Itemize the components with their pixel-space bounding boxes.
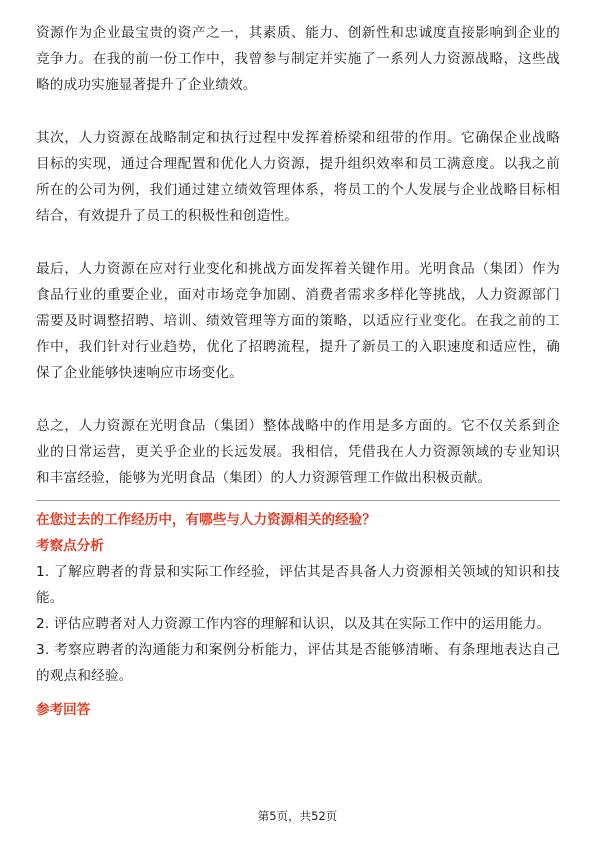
analysis-title: 考察点分析 xyxy=(36,538,104,554)
paragraph-4: 总之，人力资源在光明食品（集团）整体战略中的作用是多方面的。它不仅关系到企业的日常运营，更关乎企业的长远发展。我相信，凭借我在人力资源领域的专业知识和丰富经验，能够为光明食品（集团）的人力资源管理工作做出积极贡献。 xyxy=(36,418,560,486)
interview-question: 在您过去的工作经历中，有哪些与人力资源相关的经验？ xyxy=(36,512,376,528)
section-divider xyxy=(36,500,560,501)
analysis-item-2: 2. 评估应聘者对人力资源工作内容的理解和认识，以及其在实际工作中的运用能力。 xyxy=(36,616,551,632)
paragraph-2: 其次，人力资源在战略制定和执行过程中发挥着桥梁和纽带的作用。它确保企业战略目标的实现，通过合理配置和优化人力资源，提升组织效率和员工满意度。以我之前所在的公司为例，我们通过建立绩效管理体系，将员工的个人发展与企业战略目标相结合，有效提升了员工的积极性和创造性。 xyxy=(36,130,560,224)
paragraph-gap xyxy=(36,98,560,125)
page-number-footer: 第5页，共52页 xyxy=(257,809,338,823)
document-page xyxy=(36,20,560,723)
reference-answer-title: 参考回答 xyxy=(36,702,91,718)
analysis-item-3: 3. 考察应聘者的沟通能力和案例分析能力，评估其是否能够清晰、有条理地表达自己的观点和经验。 xyxy=(36,642,560,684)
analysis-item-1: 1. 了解应聘者的背景和实际工作经验，评估其是否具备人力资源相关领域的知识和技能。 xyxy=(36,564,560,606)
paragraph-3: 最后，人力资源在应对行业变化和挑战方面发挥着关键作用。光明食品（集团）作为食品行业的重要企业，面对市场竞争加剧、消费者需求多样化等挑战，人力资源部门需要及时调整招聘、培训、绩效管理等方面的策略，以适应行业变化。在我之前的工作中，我们针对行业趋势，优化了招聘流程，提升了新员工的入职速度和适应性，确保了企业能够快速响应市场变化。 xyxy=(36,261,560,381)
paragraph-gap xyxy=(36,229,560,256)
paragraph-1: 资源作为企业最宝贵的资产之一，其素质、能力、创新性和忠诚度直接影响到企业的竞争力。在我的前一份工作中，我曾参与制定并实施了一系列人力资源战略，这些战略的成功实施显著提升了企业绩效。 xyxy=(36,25,560,93)
paragraph-gap xyxy=(36,386,560,413)
